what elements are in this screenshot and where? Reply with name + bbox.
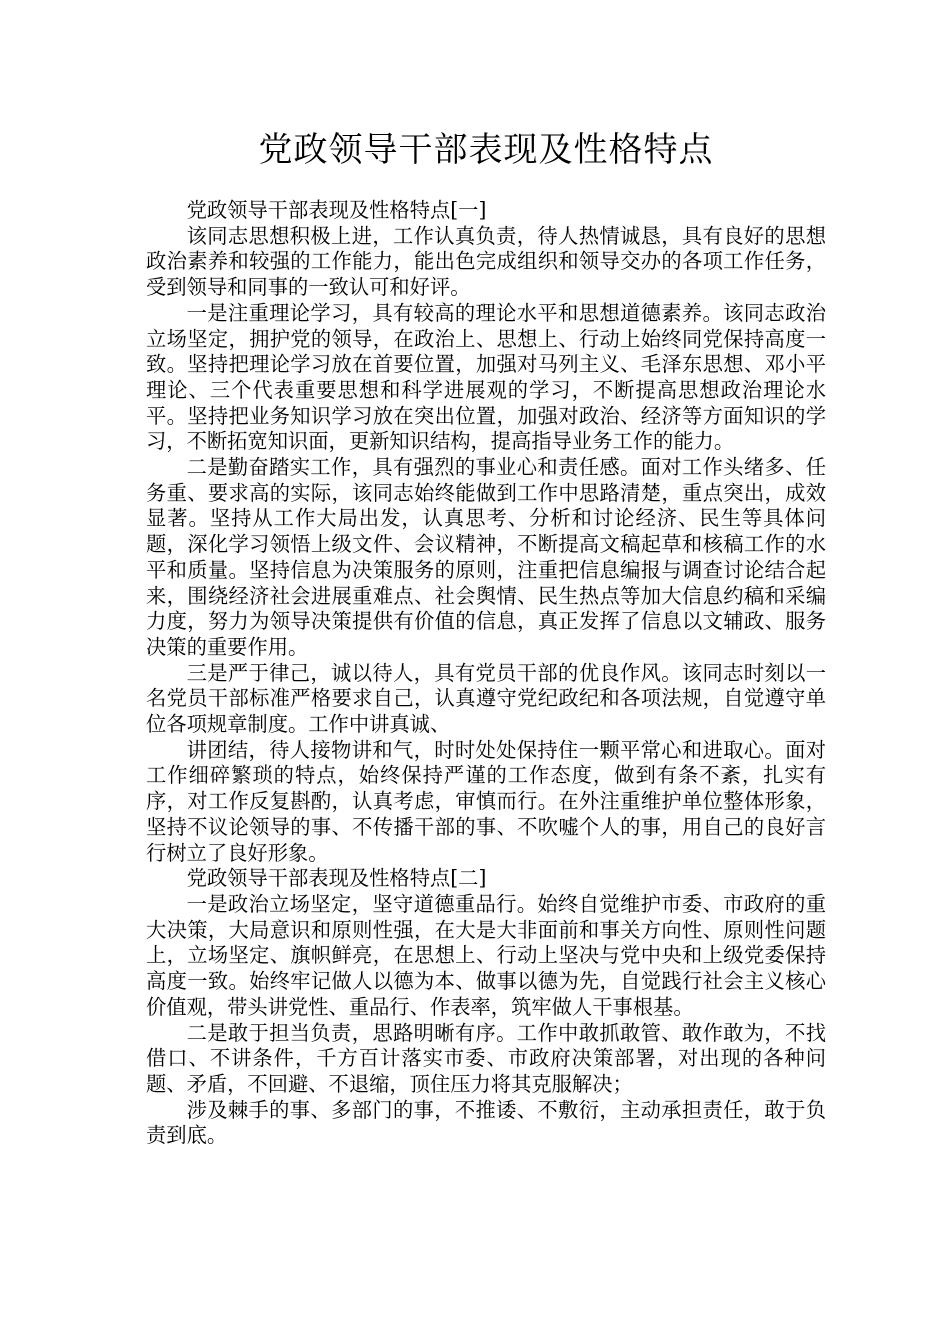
document-page [146,120,826,1149]
paragraph: 一是政治立场坚定，坚守道德重品行。始终自觉维护市委、市政府的重大决策，大局意识和原则性强，在大是大非面前和事关方向性、原则性问题上，立场坚定、旗帜鲜亮，在思想上、行动上坚决与党中央和上级党委保持高度一致。始终牢记做人以德为本、做事以德为先，自觉践行社会主义核心价值观，带头讲党性、重品行、作表率，筑牢做人干事根基。 [146,891,826,1019]
document-title: 党政领导干部表现及性格特点 [258,130,714,170]
section-heading-two: 党政领导干部表现及性格特点[二] [186,866,487,891]
paragraph: 该同志思想积极上进，工作认真负责，待人热情诚恳，具有良好的思想政治素养和较强的工作能力，能出色完成组织和领导交办的各项工作任务，受到领导和同事的一致认可和好评。 [146,223,826,300]
section-heading-one: 党政领导干部表现及性格特点[一] [186,198,487,222]
paragraph: 二是敢于担当负责，思路明晰有序。工作中敢抓敢管、敢作敢为，不找借口、不讲条件，千方百计落实市委、市政府决策部署，对出现的各种问题、矛盾，不回避、不退缩，顶住压力将其克服解决； [146,1020,826,1096]
paragraph: 一是注重理论学习，具有较高的理论水平和思想道德素养。该同志政治立场坚定，拥护党的领导，在政治上、思想上、行动上始终同党保持高度一致。坚持把理论学习放在首要位置，加强对马列主义、毛泽东思想、邓小平理论、三个代表重要思想和科学进展观的学习，不断提高思想政治理论水平。坚持把业务知识学习放在突出位置，加强对政治、经济等方面知识的学习，不断拓宽知识面，更新知识结构，提高指导业务工作的能力。 [146,300,826,454]
paragraph: 二是勤奋踏实工作，具有强烈的事业心和责任感。面对工作头绪多、任务重、要求高的实际，该同志始终能做到工作中思路清楚，重点突出，成效显著。坚持从工作大局出发，认真思考、分析和讨论经济、民生等具体问题，深化学习领悟上级文件、会议精神，不断提高文稿起草和核稿工作的水平和质量。坚持信息为决策服务的原则，注重把信息编报与调查讨论结合起来，围绕经济社会进展重难点、社会舆情、民生热点等加大信息约稿和采编力度，努力为领导决策提供有价值的信息，真正发挥了信息以文辅政、服务决策的重要作用。 [146,455,826,659]
paragraph: 涉及棘手的事、多部门的事，不推诿、不敷衍，主动承担责任，敢于负责到底。 [146,1097,826,1148]
paragraph: 三是严于律己，诚以待人，具有党员干部的优良作风。该同志时刻以一名党员干部标准严格要求自己，认真遵守党纪政纪和各项法规，自觉遵守单位各项规章制度。工作中讲真诚、 [146,660,826,737]
paragraph: 讲团结，待人接物讲和气，时时处处保持住一颗平常心和进取心。面对工作细碎繁琐的特点，始终保持严谨的工作态度，做到有条不紊，扎实有序，对工作反复斟酌，认真考虑，审慎而行。在外注重维护单位整体形象，坚持不议论领导的事、不传播干部的事、不吹嘘个人的事，用自己的良好言行树立了良好形象。 [146,737,826,865]
